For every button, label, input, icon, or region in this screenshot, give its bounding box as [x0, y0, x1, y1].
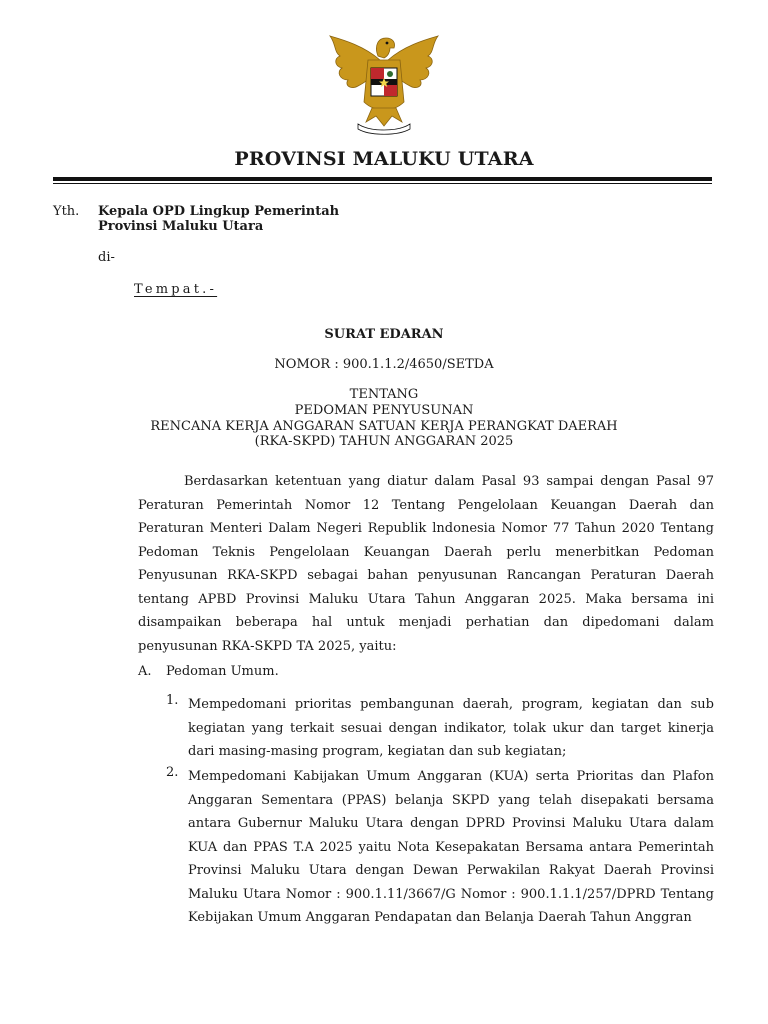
list-item-number: 1.	[166, 693, 179, 708]
header-rule-thin	[53, 183, 712, 184]
recipient-line-2: Provinsi Maluku Utara	[98, 219, 264, 234]
subject-line-3: (RKA-SKPD) TAHUN ANGGARAN 2025	[254, 434, 514, 449]
recipient-line-1: Kepala OPD Lingkup Pemerintah	[98, 204, 340, 219]
section-a-title: Pedoman Umum.	[166, 664, 279, 679]
circular-title: SURAT EDARAN	[324, 327, 444, 342]
subject-tentang: TENTANG	[349, 387, 419, 402]
province-heading: PROVINSI MALUKU UTARA	[234, 148, 534, 170]
list-item-text: Mempedomani prioritas pembangunan daerah, program, kegiatan dan sub kegiatan yang terkait sesuai dengan indikator, tolak ukur dan target kinerja dari masing-masing program, kegiatan dan sub kegiatan;	[188, 697, 714, 759]
intro-paragraph: Berdasarkan ketentuan yang diatur dalam Pasal 93 sampai dengan Pasal 97 Peraturan Pemerintah Nomor 12 Tentang Pengelolaan Keuangan Daerah dan Peraturan Menteri Dalam Negeri Republik lndonesia Nomor 77 Tahun 2020 Tentang Pedoman Teknis Pengelolaan Keuangan Daerah perlu menerbitkan Pedoman Penyusunan RKA-SKPD sebagai bahan penyusunan Rancangan Peraturan Daerah tentang APBD Provinsi Maluku Utara Tahun Anggaran 2025. Maka bersama ini disampaikan beberapa hal untuk menjadi perhatian dan dipedomani dalam penyusunan RKA-SKPD TA 2025, yaitu:	[138, 474, 714, 654]
salutation: Yth.	[53, 204, 80, 219]
list-item-text: Mempedomani Kabijakan Umum Anggaran (KUA) serta Prioritas dan Plafon Anggaran Sementara (PPAS) belanja SKPD yang telah disepakati bersama antara Gubernur Maluku Utara dengan DPRD Provinsi Maluku Utara dalam KUA dan PPAS T.A 2025 yaitu Nota Kesepakatan Bersama antara Pemerintah Provinsi Maluku Utara dengan Dewan Perwakilan Rakyat Daerah Provinsi Maluku Utara Nomor : 900.1.11/3667/G Nomor : 900.1.1.1/257/DPRD Tentang Kebijakan Umum Anggaran Pendapatan dan Belanja Daerah Tahun Anggran	[188, 769, 714, 925]
garuda-emblem-icon	[324, 26, 444, 136]
header-rule-thick	[53, 177, 712, 181]
circular-number: NOMOR : 900.1.1.2/4650/SETDA	[274, 357, 494, 372]
recipient-di: di-	[98, 250, 115, 265]
recipient-place: Tempat.-	[134, 282, 218, 297]
list-item-number: 2.	[166, 765, 179, 780]
section-a-letter: A.	[138, 664, 152, 679]
subject-line-1: PEDOMAN PENYUSUNAN	[294, 403, 474, 418]
subject-line-2: RENCANA KERJA ANGGARAN SATUAN KERJA PERANGKAT DAERAH	[150, 419, 618, 434]
